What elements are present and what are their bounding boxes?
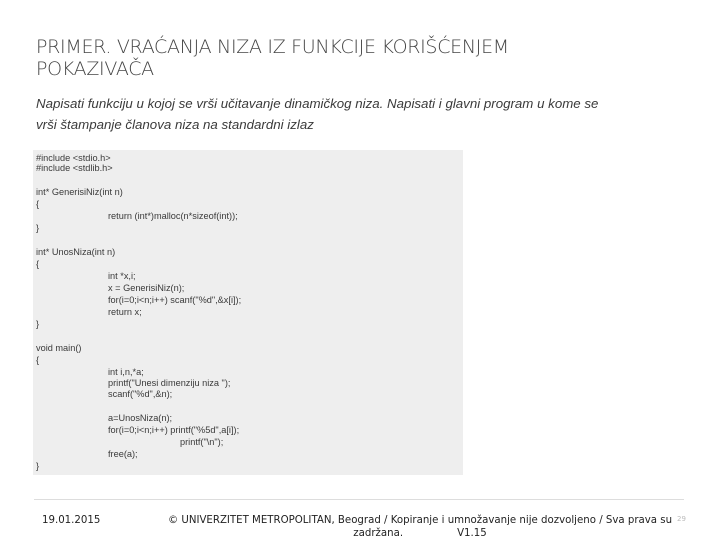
- code-line: {: [36, 199, 40, 209]
- code-line: }: [36, 461, 40, 471]
- code-line: free(a);: [108, 449, 138, 459]
- footer-date: 19.01.2015: [42, 515, 101, 526]
- code-line: #include <stdio.h>: [36, 153, 111, 163]
- footer-copyright: [150, 514, 690, 540]
- code-line: printf("\n");: [180, 437, 224, 447]
- slide-title-line-2: POKAZIVAČA: [36, 58, 154, 80]
- code-line: }: [36, 223, 40, 233]
- code-line: {: [36, 355, 40, 365]
- copyright-line-1: © UNIVERZITET METROPOLITAN, Beograd / Kopiranje i umnožavanje nije dozvoljeno / Sva prava su: [167, 515, 673, 526]
- code-line: int* UnosNiza(int n): [36, 247, 116, 257]
- code-line: for(i=0;i<n;i++) scanf("%d",&x[i]);: [108, 295, 242, 305]
- copyright-line-2-text: zadržana.: [353, 528, 404, 539]
- intro-line-2: vrši štampanje članova niza na standardni izlaz: [36, 117, 314, 132]
- code-line: }: [36, 319, 40, 329]
- code-line: scanf("%d",&n);: [108, 389, 173, 399]
- copyright-line-2: [150, 527, 690, 540]
- code-line: int i,n,*a;: [108, 367, 144, 377]
- slide-title: [36, 36, 676, 80]
- code-line: printf("Unesi dimenziju niza ");: [108, 378, 231, 388]
- page-number: 29: [677, 515, 686, 523]
- code-line: return x;: [108, 307, 142, 317]
- code-line: for(i=0;i<n;i++) printf("%5d",a[i]);: [108, 425, 240, 435]
- code-line: x = GenerisiNiz(n);: [108, 283, 185, 293]
- code-line: void main(): [36, 343, 82, 353]
- slide-title-line-1: PRIMER. VRAĆANJA NIZA IZ FUNKCIJE KORIŠĆENJEM: [36, 36, 509, 58]
- version-label: V1.15: [457, 528, 487, 539]
- code-line: int* GenerisiNiz(int n): [36, 187, 123, 197]
- slide-intro-text: [36, 93, 686, 135]
- code-listing: [33, 150, 463, 475]
- code-line: a=UnosNiza(n);: [108, 413, 173, 423]
- code-line: int *x,i;: [108, 271, 136, 281]
- code-line: #include <stdlib.h>: [36, 163, 113, 173]
- intro-line-1: Napisati funkciju u kojoj se vrši učitavanje dinamičkog niza. Napisati i glavni program u kome se: [36, 96, 599, 111]
- code-line: return (int*)malloc(n*sizeof(int));: [108, 211, 238, 221]
- code-line: {: [36, 259, 40, 269]
- footer-divider: [34, 499, 684, 500]
